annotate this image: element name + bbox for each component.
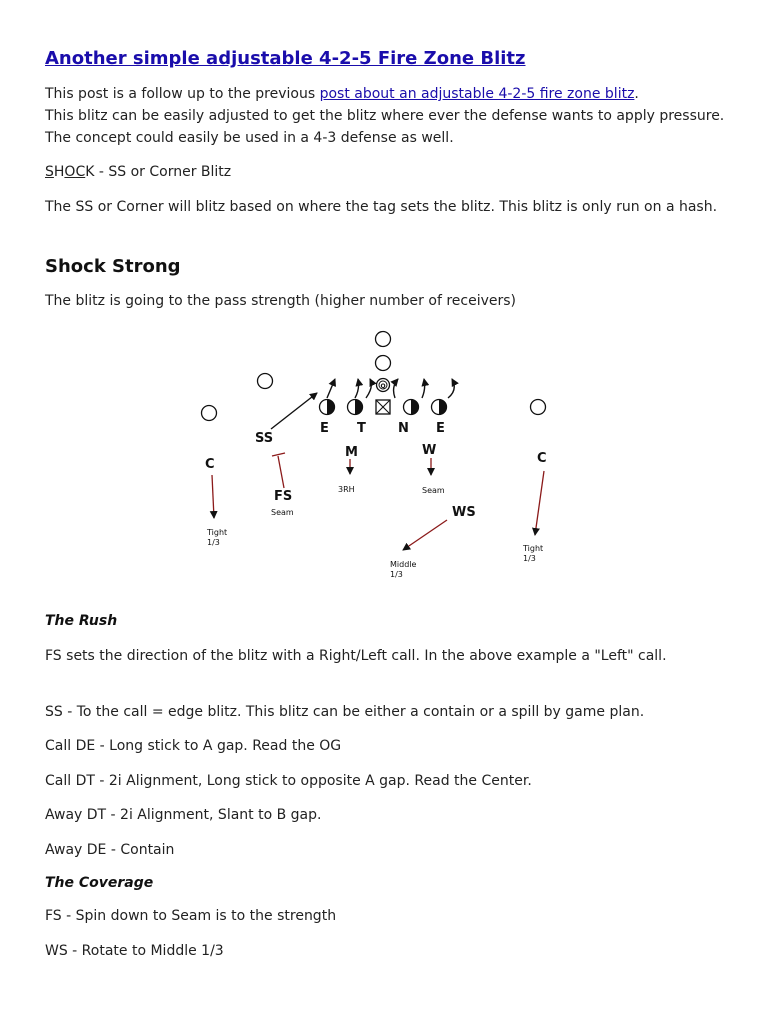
blitz-diagram [190, 325, 570, 590]
corner-right-assignment: 1/3 [523, 554, 536, 563]
receiver-circle [258, 374, 273, 389]
rush-heading: The Rush [45, 613, 118, 629]
ws-rotate-arrow [403, 520, 447, 550]
mike-assignment: 3RH [338, 485, 355, 494]
ws-assignment: Middle [390, 560, 417, 569]
intro-period: . [634, 86, 639, 102]
ws-assignment: 1/3 [390, 570, 403, 579]
dl-label: E [320, 421, 329, 436]
rush-arrow [448, 379, 454, 398]
shock-letter-k: K [85, 164, 95, 180]
shock-definition-text: - SS or Corner Blitz [94, 164, 232, 180]
ws-label: WS [452, 505, 476, 520]
rush-item: FS sets the direction of the blitz with a Right/Left call. In the above example a "Left" call. [45, 648, 667, 664]
corner-left-assignment: 1/3 [207, 538, 220, 547]
section-description: The blitz is going to the pass strength (higher number of receivers) [45, 293, 516, 309]
section-heading: Shock Strong [45, 256, 181, 277]
shock-definition [45, 161, 735, 183]
intro-paragraph [45, 83, 735, 149]
rush-item: SS - To the call = edge blitz. This blitz can be either a contain or a spill by game plan. [45, 704, 645, 720]
corner-left-arrow [212, 475, 214, 518]
shock-letter-h: H [53, 164, 65, 180]
previous-post-link[interactable]: post about an adjustable 4-2-5 fire zone blitz [319, 86, 635, 102]
dl-label: N [398, 421, 409, 436]
offensive-lineman [404, 400, 419, 415]
offensive-lineman [348, 400, 363, 415]
coverage-item: FS - Spin down to Seam is to the strength [45, 908, 337, 924]
fs-assignment: Seam [271, 508, 294, 517]
corner-left-label: C [205, 457, 215, 472]
intro-text-2: This blitz can be easily adjusted to get the blitz where ever the defense wants to apply pressure. The concept could easily be used in a 4-3 defense as well. [45, 108, 725, 146]
back-circle [376, 332, 391, 347]
fs-label: FS [274, 489, 293, 504]
rush-arrow [394, 379, 398, 398]
shock-letter-o: O [64, 164, 76, 180]
rush-item: Away DT - 2i Alignment, Slant to B gap. [45, 807, 322, 823]
rush-arrow [327, 379, 335, 398]
mike-label: M [345, 445, 358, 460]
corner-right-arrow [535, 471, 544, 535]
receiver-circle [202, 406, 217, 421]
coverage-item: WS - Rotate to Middle 1/3 [45, 943, 224, 959]
back-circle [376, 356, 391, 371]
corner-right-assignment: Tight [523, 544, 544, 553]
fs-spin-line [278, 456, 284, 488]
will-assignment: Seam [422, 486, 445, 495]
receiver-circle [531, 400, 546, 415]
ss-label: SS [255, 431, 274, 446]
rush-arrow [422, 379, 425, 398]
offensive-lineman [432, 400, 447, 415]
rush-item: Away DE - Contain [45, 842, 175, 858]
coverage-heading: The Coverage [45, 875, 154, 891]
ss-blitz-arrow [271, 393, 317, 429]
rush-arrow [355, 379, 359, 398]
intro-text: This post is a follow up to the previous [45, 86, 320, 102]
article-title-link[interactable]: Another simple adjustable 4-2-5 Fire Zone Blitz [45, 48, 526, 69]
quarterback-label: Q [380, 383, 386, 390]
dl-label: E [436, 421, 445, 436]
fs-spin-cap [272, 453, 285, 456]
will-label: W [422, 443, 437, 458]
rush-item: Call DT - 2i Alignment, Long stick to opposite A gap. Read the Center. [45, 773, 532, 789]
dl-label: T [357, 421, 366, 436]
rush-item: Call DE - Long stick to A gap. Read the OG [45, 738, 342, 754]
corner-right-label: C [537, 451, 547, 466]
shock-letter-c: C [75, 164, 86, 180]
rush-arrow [366, 379, 371, 398]
shock-description: The SS or Corner will blitz based on where the tag sets the blitz. This blitz is only run on a hash. [45, 199, 718, 215]
shock-letter-s: S [45, 164, 54, 180]
corner-left-assignment: Tight [207, 528, 228, 537]
offensive-lineman [320, 400, 335, 415]
